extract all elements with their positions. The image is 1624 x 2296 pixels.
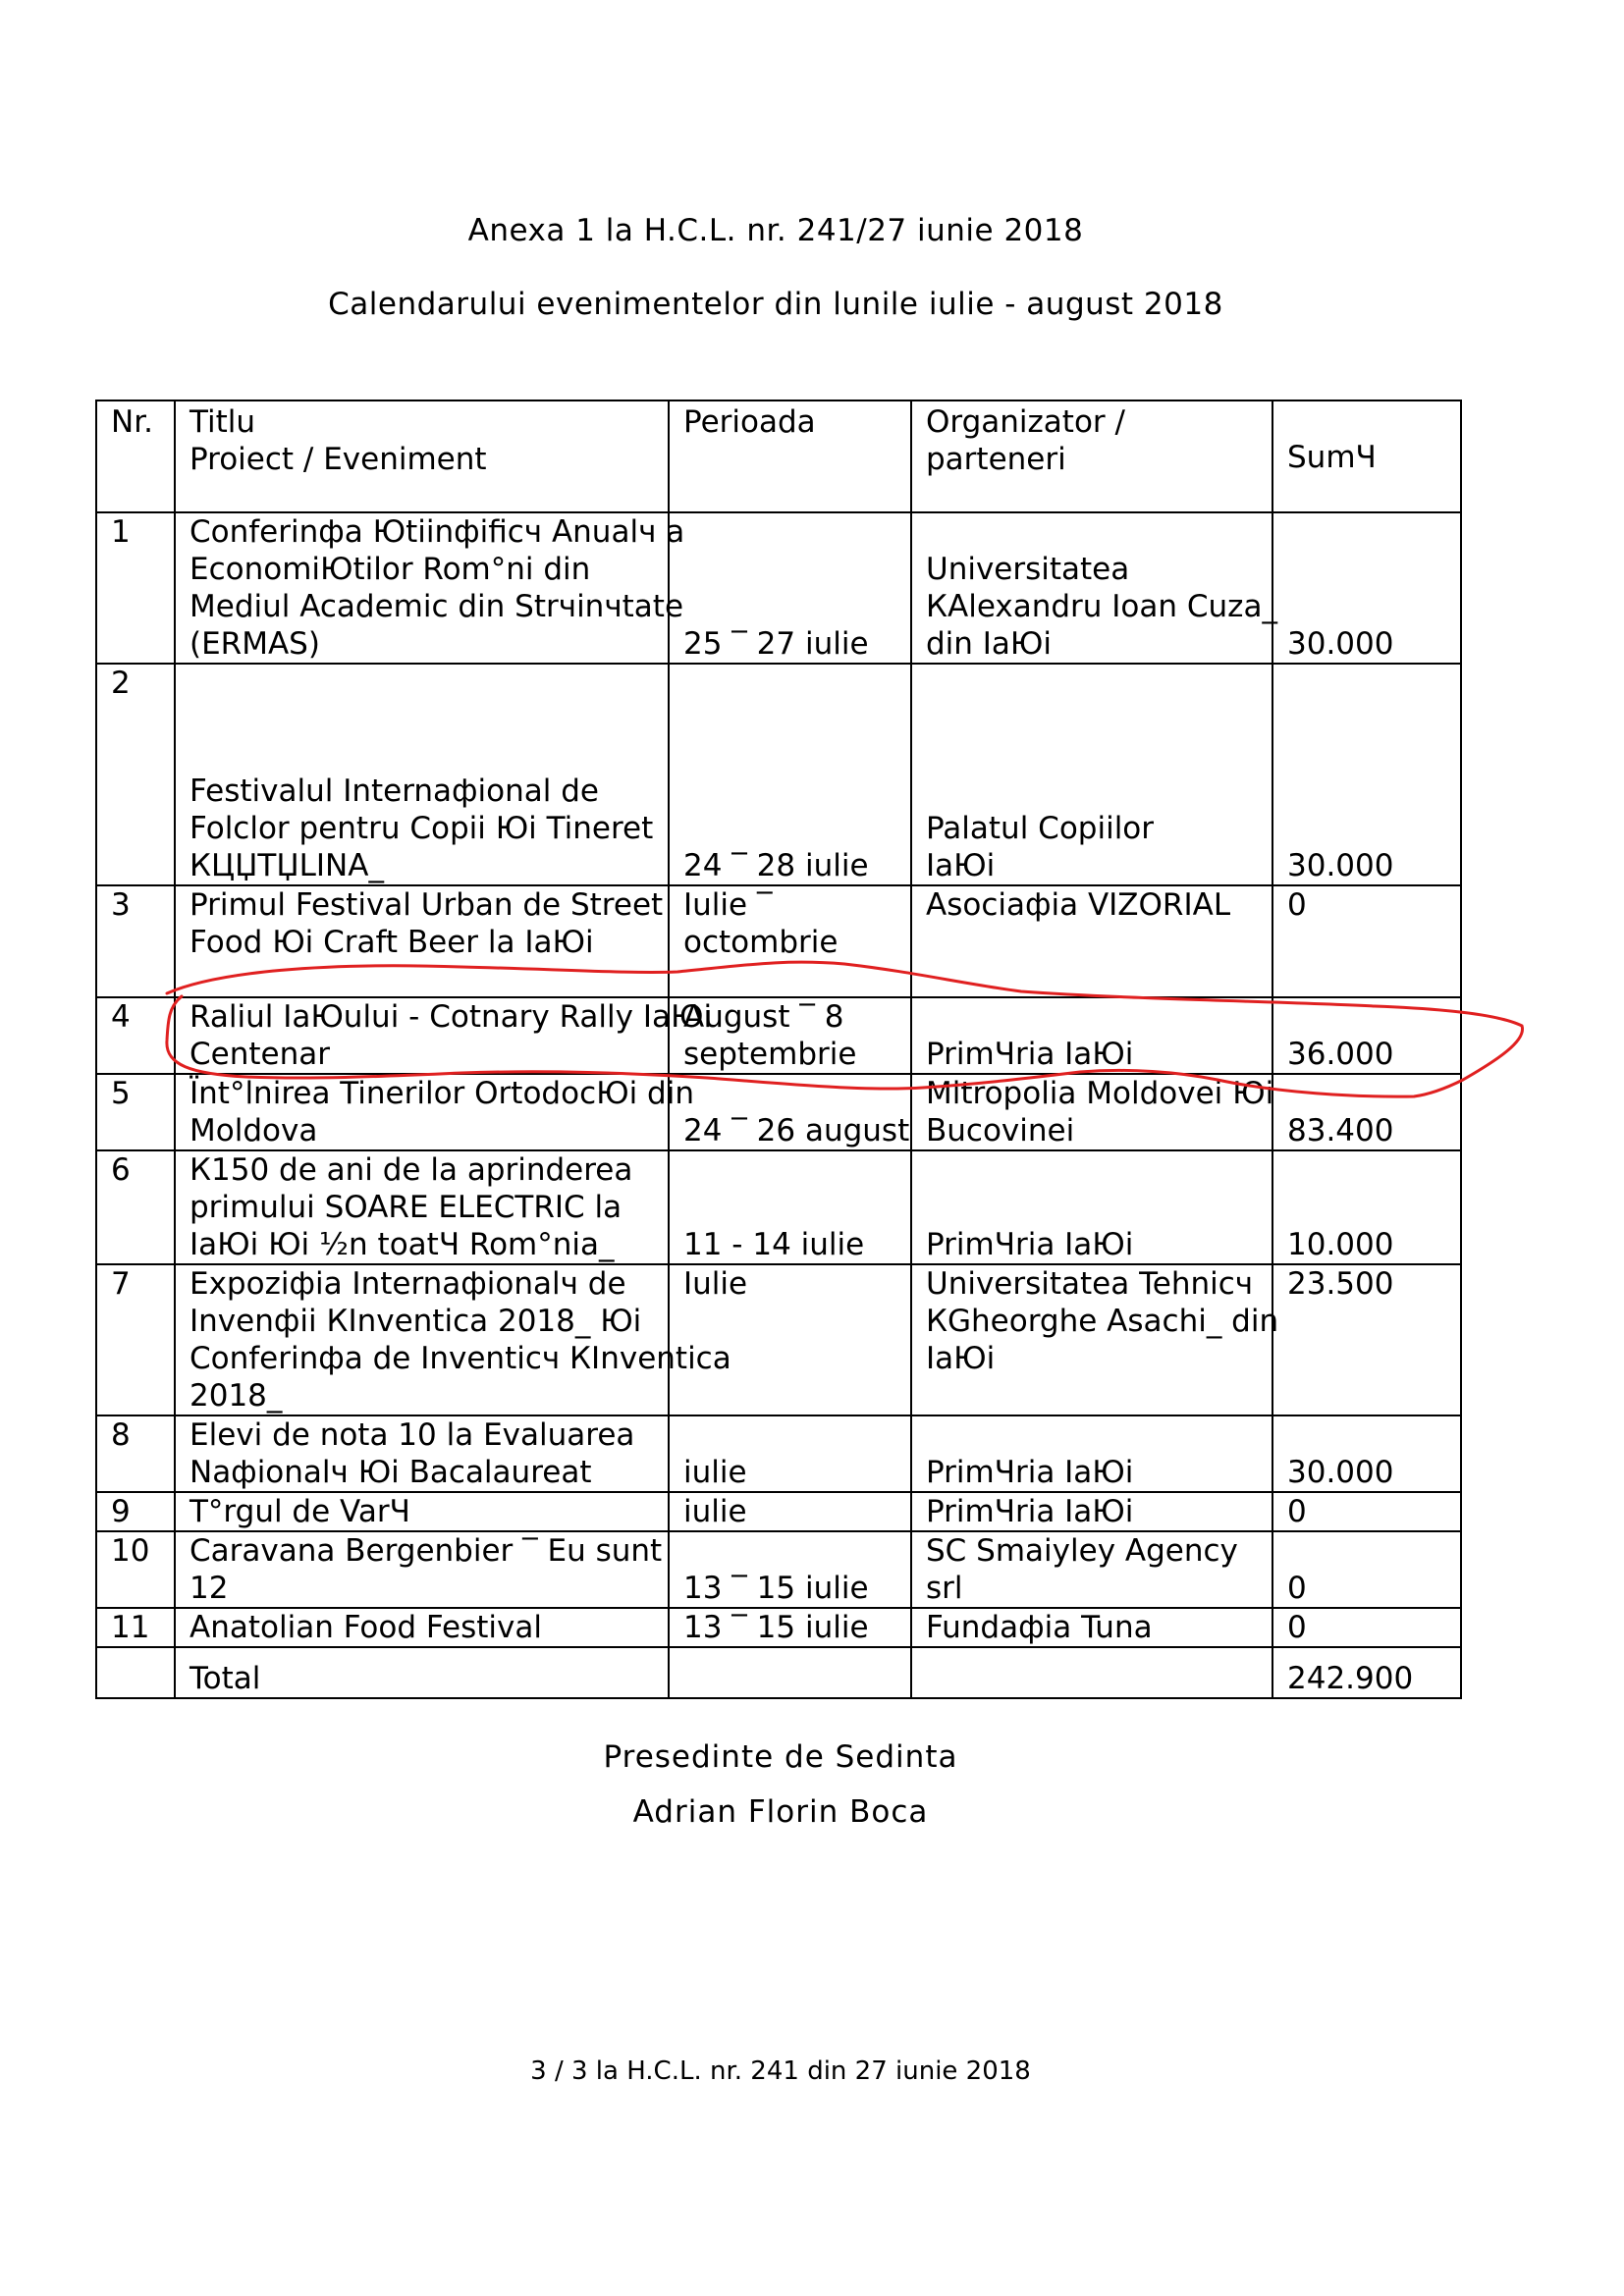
cell-organizator-text: PrimЧria IaЮi [926, 1494, 1134, 1529]
cell-organizator [911, 1074, 1272, 1150]
cell-organizator [911, 1492, 1272, 1531]
cell-organizator-text: IaЮi [926, 848, 996, 883]
document-subtitle: Calendarului evenimentelor din lunile iulie - august 2018 [328, 287, 1223, 322]
cell-titlu-text: Naфionalч Юi Bacalaureat [189, 1455, 592, 1490]
cell-nr-text: 8 [111, 1417, 131, 1453]
total-organizator-cell [911, 1647, 1272, 1698]
cell-perioada [669, 1492, 911, 1531]
cell-perioada [669, 997, 911, 1074]
cell-organizator-text: PrimЧria IaЮi [926, 1037, 1134, 1072]
cell-organizator-text: din IaЮi [926, 626, 1053, 662]
cell-organizator-text: КGheorghe Asachi_ din [926, 1304, 1279, 1339]
cell-suma [1272, 664, 1461, 885]
cell-nr-text: 11 [111, 1610, 150, 1645]
cell-titlu [175, 1074, 694, 1150]
cell-organizator-text: SC Smaiyley Agency [926, 1533, 1238, 1569]
cell-organizator-text: Fundaфia Tuna [926, 1610, 1153, 1645]
cell-organizator-text: PrimЧria IaЮi [926, 1227, 1134, 1262]
cell-suma [1272, 1264, 1461, 1415]
cell-perioada [669, 1531, 911, 1608]
cell-organizator [911, 512, 1277, 664]
cell-suma [1272, 1608, 1461, 1647]
cell-titlu-text: Expoziфia Internaфionalч de [189, 1266, 626, 1302]
cell-suma-text: 10.000 [1287, 1227, 1394, 1262]
cell-titlu-text: Food Юi Craft Beer la IaЮi [189, 925, 594, 960]
cell-organizator [911, 1150, 1272, 1264]
cell-nr-text: 7 [111, 1266, 131, 1302]
cell-perioada-text: iulie [683, 1455, 747, 1490]
cell-organizator-text: Universitatea [926, 552, 1130, 587]
cell-organizator [911, 664, 1272, 885]
cell-suma [1272, 1415, 1461, 1492]
header-nr [96, 400, 175, 512]
cell-nr-text: 10 [111, 1533, 150, 1569]
cell-organizator [911, 1264, 1279, 1415]
table-row [96, 997, 1461, 1074]
cell-organizator-text: PrimЧria IaЮi [926, 1455, 1134, 1490]
cell-titlu-text: (ERMAS) [189, 626, 320, 662]
cell-titlu-text: EconomiЮtilor Rom°ni din [189, 552, 591, 587]
cell-nr-text: 5 [111, 1076, 131, 1111]
cell-perioada-text: 13 ‾ 15 iulie [683, 1610, 869, 1645]
cell-organizator-text: Universitatea Tehnicч [926, 1266, 1254, 1302]
cell-suma [1272, 997, 1461, 1074]
cell-titlu [175, 664, 669, 885]
cell-organizator [911, 997, 1272, 1074]
cell-titlu-text: Centenar [189, 1037, 330, 1072]
cell-perioada-text: 24 ‾ 28 iulie [683, 848, 869, 883]
header-titlu-line: Proiect / Eveniment [189, 442, 487, 477]
cell-organizator-text: Mitropolia Moldovei Юi [926, 1076, 1274, 1111]
cell-perioada [669, 664, 911, 885]
cell-perioada-text: iulie [683, 1494, 747, 1529]
table-row [96, 512, 1461, 664]
cell-titlu-text: Caravana Bergenbier ‾ Eu sunt [189, 1533, 663, 1569]
cell-nr [96, 1264, 175, 1415]
cell-perioada [669, 512, 911, 664]
cell-perioada-text: 25 ‾ 27 iulie [683, 626, 869, 662]
cell-titlu-text: Moldova [189, 1113, 318, 1148]
total-value-text: 242.900 [1287, 1661, 1414, 1696]
cell-titlu-text: Folclor pentru Copii Юi Tineret [189, 811, 654, 846]
cell-nr [96, 1608, 175, 1647]
cell-titlu-text: Conferinфa de Inventicч КInventica [189, 1341, 731, 1376]
cell-titlu [175, 1492, 669, 1531]
cell-organizator [911, 1531, 1272, 1608]
cell-titlu [175, 997, 713, 1074]
cell-titlu-text: Primul Festival Urban de Street [189, 887, 664, 923]
cell-perioada-text: August ‾ 8 [683, 999, 844, 1035]
cell-suma-text: 23.500 [1287, 1266, 1394, 1302]
header-perioada [669, 400, 911, 512]
signature-role: Presedinte de Sedinta [603, 1739, 958, 1775]
cell-organizator-text: Bucovinei [926, 1113, 1075, 1148]
cell-titlu-text: Anatolian Food Festival [189, 1610, 542, 1645]
table-header-row [96, 400, 1461, 512]
table-row [96, 885, 1461, 997]
cell-titlu-text: Elevi de nota 10 la Evaluarea [189, 1417, 635, 1453]
cell-titlu-text: Mediul Academic din Strчinчtate [189, 589, 684, 624]
cell-organizator-text: Palatul Copiilor [926, 811, 1155, 846]
cell-nr [96, 1150, 175, 1264]
total-label-text: Total [189, 1661, 261, 1696]
cell-nr-text: 9 [111, 1494, 131, 1529]
cell-organizator-text: КAlexandru Ioan Cuza_ [926, 589, 1277, 624]
header-organizator [911, 400, 1272, 512]
cell-nr-text: 1 [111, 514, 131, 550]
table-row [96, 1074, 1461, 1150]
cell-nr [96, 997, 175, 1074]
cell-organizator [911, 1415, 1272, 1492]
cell-suma [1272, 1150, 1461, 1264]
cell-titlu-text: Conferinфa Юtiinфificч Anualч a [189, 514, 685, 550]
table-row [96, 1531, 1461, 1608]
cell-titlu-text: primului SOARE ELECTRIC la [189, 1190, 623, 1225]
cell-suma-text: 0 [1287, 1494, 1307, 1529]
cell-suma-text: 83.400 [1287, 1113, 1394, 1148]
cell-nr [96, 1492, 175, 1531]
cell-perioada-text: 13 ‾ 15 iulie [683, 1571, 869, 1606]
cell-suma-text: 0 [1287, 887, 1307, 923]
cell-organizator [911, 1608, 1272, 1647]
header-suma [1272, 400, 1461, 512]
total-perioada-cell [669, 1647, 911, 1698]
cell-suma [1272, 885, 1461, 997]
cell-nr [96, 1531, 175, 1608]
cell-titlu-text: Ïnt°lnirea Tinerilor OrtodocЮi din [189, 1076, 694, 1111]
cell-nr [96, 664, 175, 885]
table-row [96, 1415, 1461, 1492]
cell-titlu [175, 512, 685, 664]
cell-titlu-text: Festivalul Internaфional de [189, 774, 600, 809]
cell-titlu [175, 1150, 669, 1264]
cell-nr-text: 2 [111, 666, 131, 701]
cell-titlu [175, 1415, 669, 1492]
cell-perioada [669, 1150, 911, 1264]
cell-perioada [669, 1415, 911, 1492]
cell-organizator-text: srl [926, 1571, 963, 1606]
cell-titlu-text: 12 [189, 1571, 229, 1606]
cell-nr [96, 885, 175, 997]
cell-organizator-text: Asociaфia VIZORIAL [926, 887, 1231, 923]
document-title: Anexa 1 la H.C.L. nr. 241/27 iunie 2018 [467, 213, 1084, 248]
cell-perioada [669, 1264, 911, 1415]
cell-titlu-text: T°rgul de VarЧ [189, 1494, 410, 1529]
cell-suma [1272, 1531, 1461, 1608]
cell-nr [96, 1074, 175, 1150]
cell-suma-text: 0 [1287, 1571, 1307, 1606]
cell-suma [1272, 512, 1461, 664]
table-row [96, 1608, 1461, 1647]
cell-organizator-text: IaЮi [926, 1341, 996, 1376]
header-organizator-line: parteneri [926, 442, 1066, 477]
cell-perioada [669, 1608, 911, 1647]
table-row [96, 1150, 1461, 1264]
total-label [175, 1647, 669, 1698]
cell-suma-text: 0 [1287, 1610, 1307, 1645]
cell-nr-text: 3 [111, 887, 131, 923]
cell-titlu-text: IaЮi Юi ½n toatЧ Rom°nia_ [189, 1227, 615, 1262]
cell-perioada-text: octombrie [683, 925, 839, 960]
cell-titlu-text: 2018_ [189, 1378, 283, 1414]
cell-titlu-text: КЦЏTЏLINA_ [189, 848, 384, 883]
cell-titlu-text: Raliul IaЮului - Cotnary Rally IaЮi [189, 999, 713, 1035]
header-perioada-text: Perioada [683, 404, 816, 440]
page-footer: 3 / 3 la H.C.L. nr. 241 din 27 iunie 2018 [530, 2056, 1031, 2086]
cell-perioada-text: septembrie [683, 1037, 857, 1072]
total-nr-cell [96, 1647, 175, 1698]
events-table [95, 400, 1462, 1699]
cell-titlu [175, 885, 669, 997]
table-row [96, 1264, 1461, 1415]
cell-suma [1272, 1074, 1461, 1150]
cell-titlu [175, 1531, 669, 1608]
cell-perioada-text: 11 - 14 iulie [683, 1227, 865, 1262]
cell-perioada-text: 24 ‾ 26 august [683, 1113, 910, 1148]
table-row [96, 1492, 1461, 1531]
header-titlu [175, 400, 669, 512]
cell-nr [96, 1415, 175, 1492]
total-value [1272, 1647, 1461, 1698]
table-row [96, 664, 1461, 885]
cell-titlu-text: К150 de ani de la aprinderea [189, 1152, 633, 1188]
cell-perioada-text: Iulie [683, 1266, 748, 1302]
header-organizator-line: Organizator / [926, 404, 1125, 440]
cell-suma-text: 30.000 [1287, 626, 1394, 662]
signature-name: Adrian Florin Boca [632, 1794, 929, 1830]
cell-titlu [175, 1608, 669, 1647]
cell-suma-text: 36.000 [1287, 1037, 1394, 1072]
cell-suma-text: 30.000 [1287, 848, 1394, 883]
cell-nr [96, 512, 175, 664]
cell-nr-text: 4 [111, 999, 131, 1035]
cell-perioada [669, 1074, 911, 1150]
cell-nr-text: 6 [111, 1152, 131, 1188]
header-nr-text: Nr. [111, 404, 153, 440]
cell-suma [1272, 1492, 1461, 1531]
total-row [96, 1647, 1461, 1698]
cell-titlu-text: Invenфii КInventica 2018_ Юi [189, 1304, 642, 1339]
header-suma-text: SumЧ [1287, 440, 1377, 475]
cell-perioada-text: Iulie ‾ [683, 887, 773, 923]
cell-organizator [911, 885, 1272, 997]
cell-suma-text: 30.000 [1287, 1455, 1394, 1490]
cell-perioada [669, 885, 911, 997]
header-titlu-line: Titlu [189, 404, 256, 440]
